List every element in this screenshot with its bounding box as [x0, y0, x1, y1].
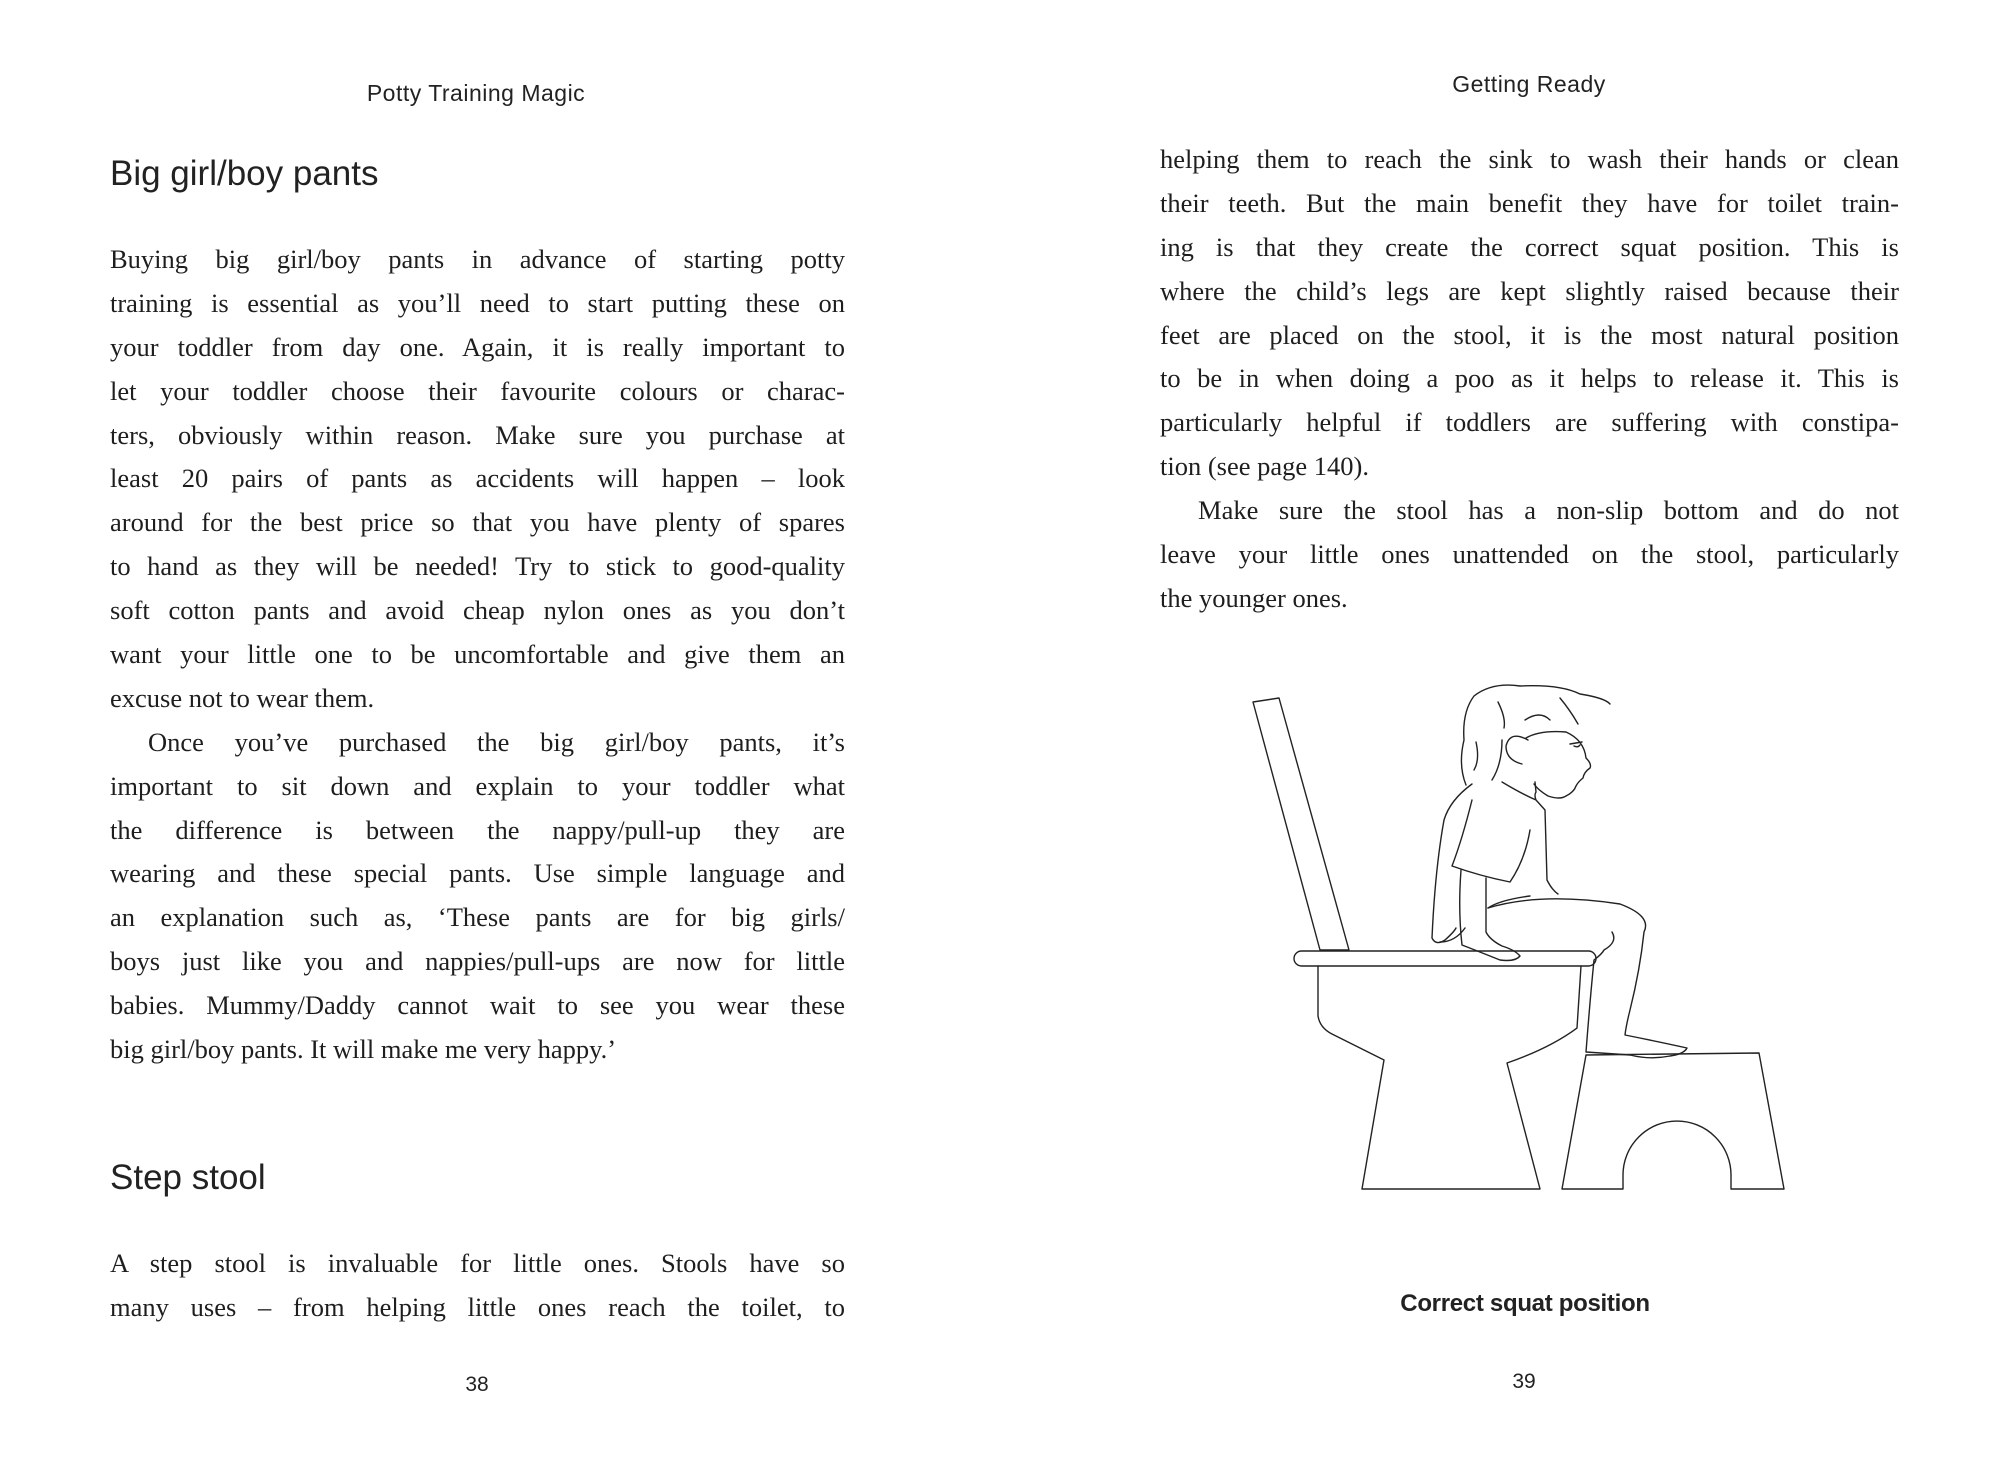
child-ear: [1506, 736, 1528, 764]
page-number-left: 38: [465, 1373, 489, 1396]
step-stool-illustration: [1562, 1053, 1784, 1189]
text-line: wearing and these special pants. Use simple language and: [110, 858, 845, 889]
child-shirt-front: [1502, 782, 1558, 894]
toilet-bowl: [1318, 966, 1581, 1189]
text-line: an explanation such as, ‘These pants are for big girls/: [110, 902, 845, 933]
text-line: tion (see page 140).: [1160, 451, 1369, 482]
child-eye: [1570, 742, 1582, 747]
text-line: ing is that they create the correct squat position. This is: [1160, 231, 1899, 262]
text-line: let your toddler choose their favourite colours or charac-: [110, 375, 845, 406]
child-illustration: [1432, 685, 1687, 1058]
toilet-seat: [1294, 951, 1596, 966]
body-text-step-stool: [110, 1242, 845, 1330]
text-line: leave your little ones unattended on the stool, particularly: [1160, 539, 1899, 570]
text-line: around for the best price so that you have plenty of spares: [110, 507, 845, 538]
text-line: the difference is between the nappy/pull-up they are: [110, 814, 845, 845]
text-line: the younger ones.: [1160, 582, 1348, 613]
step-stool: [1562, 1053, 1784, 1189]
squat-position-illustration: [1240, 670, 1820, 1330]
text-line: particularly helpful if toddlers are suffering with constipa-: [1160, 407, 1899, 438]
text-line: your toddler from day one. Again, it is really important to: [110, 331, 845, 362]
child-underpants: [1440, 896, 1530, 942]
text-line: want your little one to be uncomfortable and give them an: [110, 639, 845, 670]
running-head-right: Getting Ready: [1452, 71, 1606, 97]
text-line: babies. Mummy/Daddy cannot wait to see you wear these: [110, 990, 845, 1021]
text-line: boys just like you and nappies/pull-ups are now for little: [110, 946, 845, 977]
text-line: feet are placed on the stool, it is the most natural position: [1160, 319, 1899, 350]
text-line: ters, obviously within reason. Make sure you purchase at: [110, 419, 845, 450]
page-number-right: 39: [1512, 1370, 1536, 1393]
text-line: important to sit down and explain to your toddler what: [110, 770, 845, 801]
body-text-step-stool-continued: [1160, 137, 1899, 620]
text-line: to hand as they will be needed! Try to stick to good-quality: [110, 551, 845, 582]
child-back-shirt: [1432, 784, 1472, 943]
text-line: least 20 pairs of pants as accidents will happen – look: [110, 463, 845, 494]
body-text-big-pants: [110, 238, 845, 1072]
section-heading-step-stool: Step stool: [110, 1158, 266, 1197]
child-arm: [1460, 870, 1520, 961]
text-line: many uses – from helping little ones reach the toilet, to: [110, 1291, 845, 1322]
text-line: their teeth. But the main benefit they have for toilet train-: [1160, 187, 1899, 218]
text-line: soft cotton pants and avoid cheap nylon ones as you don’t: [110, 595, 845, 626]
child-sleeve: [1452, 800, 1530, 882]
text-line: where the child’s legs are kept slightly raised because their: [1160, 275, 1899, 306]
text-line: Buying big girl/boy pants in advance of starting potty: [110, 244, 845, 274]
text-line: Once you’ve purchased the big girl/boy pants, it’s: [148, 726, 845, 757]
text-line: to be in when doing a poo as it helps to release it. This is: [1160, 363, 1899, 394]
text-line: excuse not to wear them.: [110, 682, 375, 713]
section-heading-big-pants: Big girl/boy pants: [110, 154, 379, 193]
toilet-illustration: [1253, 698, 1596, 1189]
text-line: big girl/boy pants. It will make me very happy.’: [110, 1034, 617, 1065]
child-leg: [1488, 899, 1687, 1058]
text-line: helping them to reach the sink to wash their hands or clean: [1160, 144, 1899, 174]
text-line: A step stool is invaluable for little ones. Stools have so: [110, 1248, 845, 1278]
running-head-left: Potty Training Magic: [366, 80, 586, 106]
toilet-lid: [1253, 698, 1349, 950]
figure-caption: Correct squat position: [1400, 1290, 1650, 1317]
text-line: Make sure the stool has a non-slip bottom and do not: [1198, 495, 1899, 526]
text-line: training is essential as you’ll need to start putting these on: [110, 287, 845, 318]
